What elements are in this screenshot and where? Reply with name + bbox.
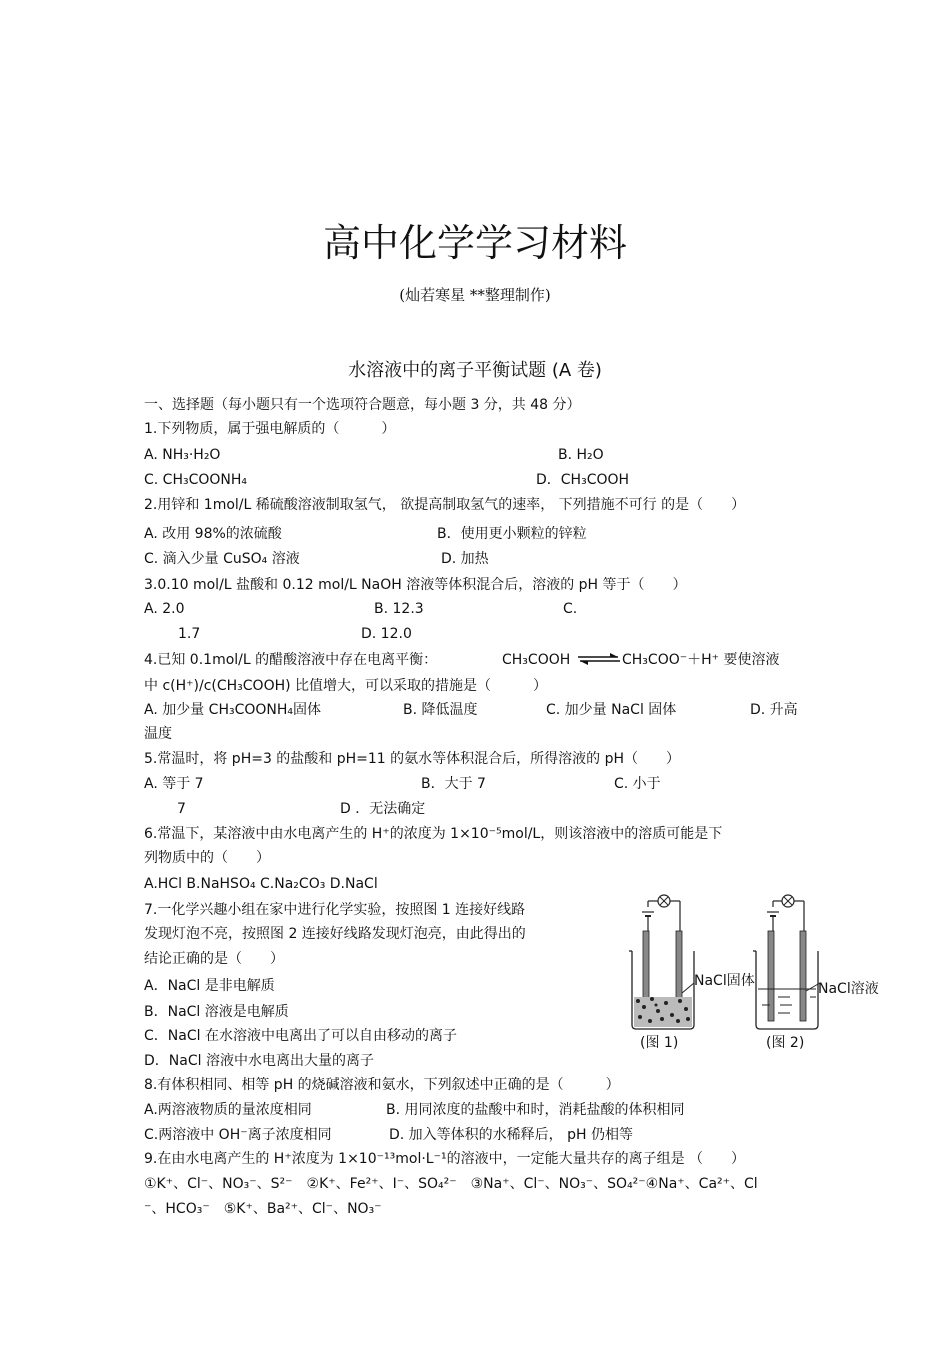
q3-option-d: D. 12.0 [361, 626, 412, 642]
q7-option-c: C．NaCl 在水溶液中电离出了可以自由移动的离子 [144, 1028, 457, 1044]
question-7-cont2: 结论正确的是（ ） [144, 951, 284, 967]
q3-option-c: C. [563, 601, 578, 617]
q2-option-d: D. 加热 [441, 551, 489, 567]
figure-1-beaker [629, 895, 694, 1029]
q9-ion-groups: ①K⁺、Cl⁻、NO₃⁻、S²⁻ ②K⁺、Fe²⁺、I⁻、SO₄²⁻ ③Na⁺、Cl⁻、NO₃⁻、SO₄²⁻④Na⁺、Ca²⁺、Cl [144, 1176, 758, 1192]
document-subtitle: (灿若寒星 **整理制作) [399, 286, 551, 304]
exam-title: 水溶液中的离子平衡试题 (A 卷) [348, 360, 602, 381]
q8-option-d: D. 加入等体积的水稀释后， pH 仍相等 [389, 1127, 633, 1143]
q4-option-a: A. 加少量 CH₃COONH₄固体 [144, 702, 322, 718]
question-7: 7.一化学兴趣小组在家中进行化学实验，按照图 1 连接好线路 [144, 902, 526, 918]
q1-option-a: A. NH₃·H₂O [144, 447, 221, 463]
q5-option-d: D ．无法确定 [340, 801, 426, 817]
question-1: 1.下列物质，属于强电解质的（ ） [144, 421, 396, 437]
figure-2-caption: (图 2) [766, 1035, 805, 1051]
question-3: 3.0.10 mol/L 盐酸和 0.12 mol/L NaOH 溶液等体积混合后，溶液的 pH 等于（ ） [144, 577, 687, 593]
q5-option-c-value: 7 [177, 801, 186, 817]
q5-option-b: B．大于 7 [421, 776, 486, 792]
q3-option-a: A. 2.0 [144, 601, 185, 617]
question-7-cont: 发现灯泡不亮，按照图 2 连接好线路发现灯泡亮，由此得出的 [144, 926, 526, 942]
q4-option-d: D. 升高 [750, 702, 798, 718]
q4-products: CH₃COO⁻＋H⁺ 要使溶液 [622, 652, 780, 668]
document-title: 高中化学学习材料 [322, 221, 627, 265]
q1-option-d: D．CH₃COOH [536, 472, 630, 488]
figure-2-label: NaCl溶液 [818, 981, 879, 997]
q7-option-d: D．NaCl 溶液中水电离出大量的离子 [144, 1053, 374, 1069]
q6-options: A.HCl B.NaHSO₄ C.Na₂CO₃ D.NaCl [144, 876, 378, 892]
section-heading: 一、选择题（每小题只有一个选项符合题意，每小题 3 分，共 48 分） [144, 397, 581, 413]
q7-option-b: B．NaCl 溶液是电解质 [144, 1004, 289, 1020]
question-8: 8.有体积相同、相等 pH 的烧碱溶液和氨水，下列叙述中正确的是（ ） [144, 1077, 620, 1093]
question-2: 2.用锌和 1mol/L 稀硫酸溶液制取氢气， 欲提高制取氢气的速率， 下列措施不可行 的是（ ） [144, 497, 746, 513]
q4-option-d-cont: 温度 [144, 726, 172, 742]
question-5: 5.常温时，将 pH=3 的盐酸和 pH=11 的氨水等体积混合后，所得溶液的 pH（ ） [144, 751, 681, 767]
figure-1-caption: (图 1) [640, 1035, 679, 1051]
q1-option-c: C. CH₃COONH₄ [144, 472, 248, 488]
question-6: 6.常温下，某溶液中由水电离产生的 H⁺的浓度为 1×10⁻⁵mol/L，则该溶液中的溶质可能是下 [144, 826, 723, 842]
q5-option-c: C. 小于 [614, 776, 661, 792]
question-6-cont: 列物质中的（ ） [144, 850, 270, 866]
q2-option-a: A. 改用 98%的浓硫酸 [144, 526, 282, 542]
q2-option-b: B．使用更小颗粒的锌粒 [437, 526, 587, 542]
q8-option-c: C.两溶液中 OH⁻离子浓度相同 [144, 1127, 332, 1143]
q3-option-b: B. 12.3 [374, 601, 424, 617]
q9-ion-groups-cont: ⁻、HCO₃⁻ ⑤K⁺、Ba²⁺、Cl⁻、NO₃⁻ [144, 1201, 382, 1217]
question-4: 4.已知 0.1mol/L 的醋酸溶液中存在电离平衡： [144, 652, 438, 668]
q5-option-a: A. 等于 7 [144, 776, 204, 792]
question-4-cont: 中 c(H⁺)/c(CH₃COOH) 比值增大，可以采取的措施是（ ） [144, 678, 548, 694]
figure-2-beaker [753, 895, 820, 1029]
equilibrium-arrow-icon [576, 652, 622, 666]
q7-option-a: A．NaCl 是非电解质 [144, 978, 275, 994]
q8-option-b: B. 用同浓度的盐酸中和时，消耗盐酸的体积相同 [386, 1102, 685, 1118]
question-9: 9.在由水电离产生的 H⁺浓度为 1×10⁻¹³mol·L⁻¹的溶液中，一定能大量共存的离子组是 （ ） [144, 1151, 746, 1167]
q4-option-c: C. 加少量 NaCl 固体 [546, 702, 677, 718]
q2-option-c: C. 滴入少量 CuSO₄ 溶液 [144, 551, 300, 567]
q3-option-c-value: 1.7 [178, 626, 201, 642]
q4-reactant: CH₃COOH [502, 652, 571, 668]
figure-1-label: NaCl固体 [694, 973, 755, 989]
q8-option-a: A.两溶液物质的量浓度相同 [144, 1102, 312, 1118]
q4-option-b: B. 降低温度 [403, 702, 478, 718]
q1-option-b: B. H₂O [558, 447, 604, 463]
